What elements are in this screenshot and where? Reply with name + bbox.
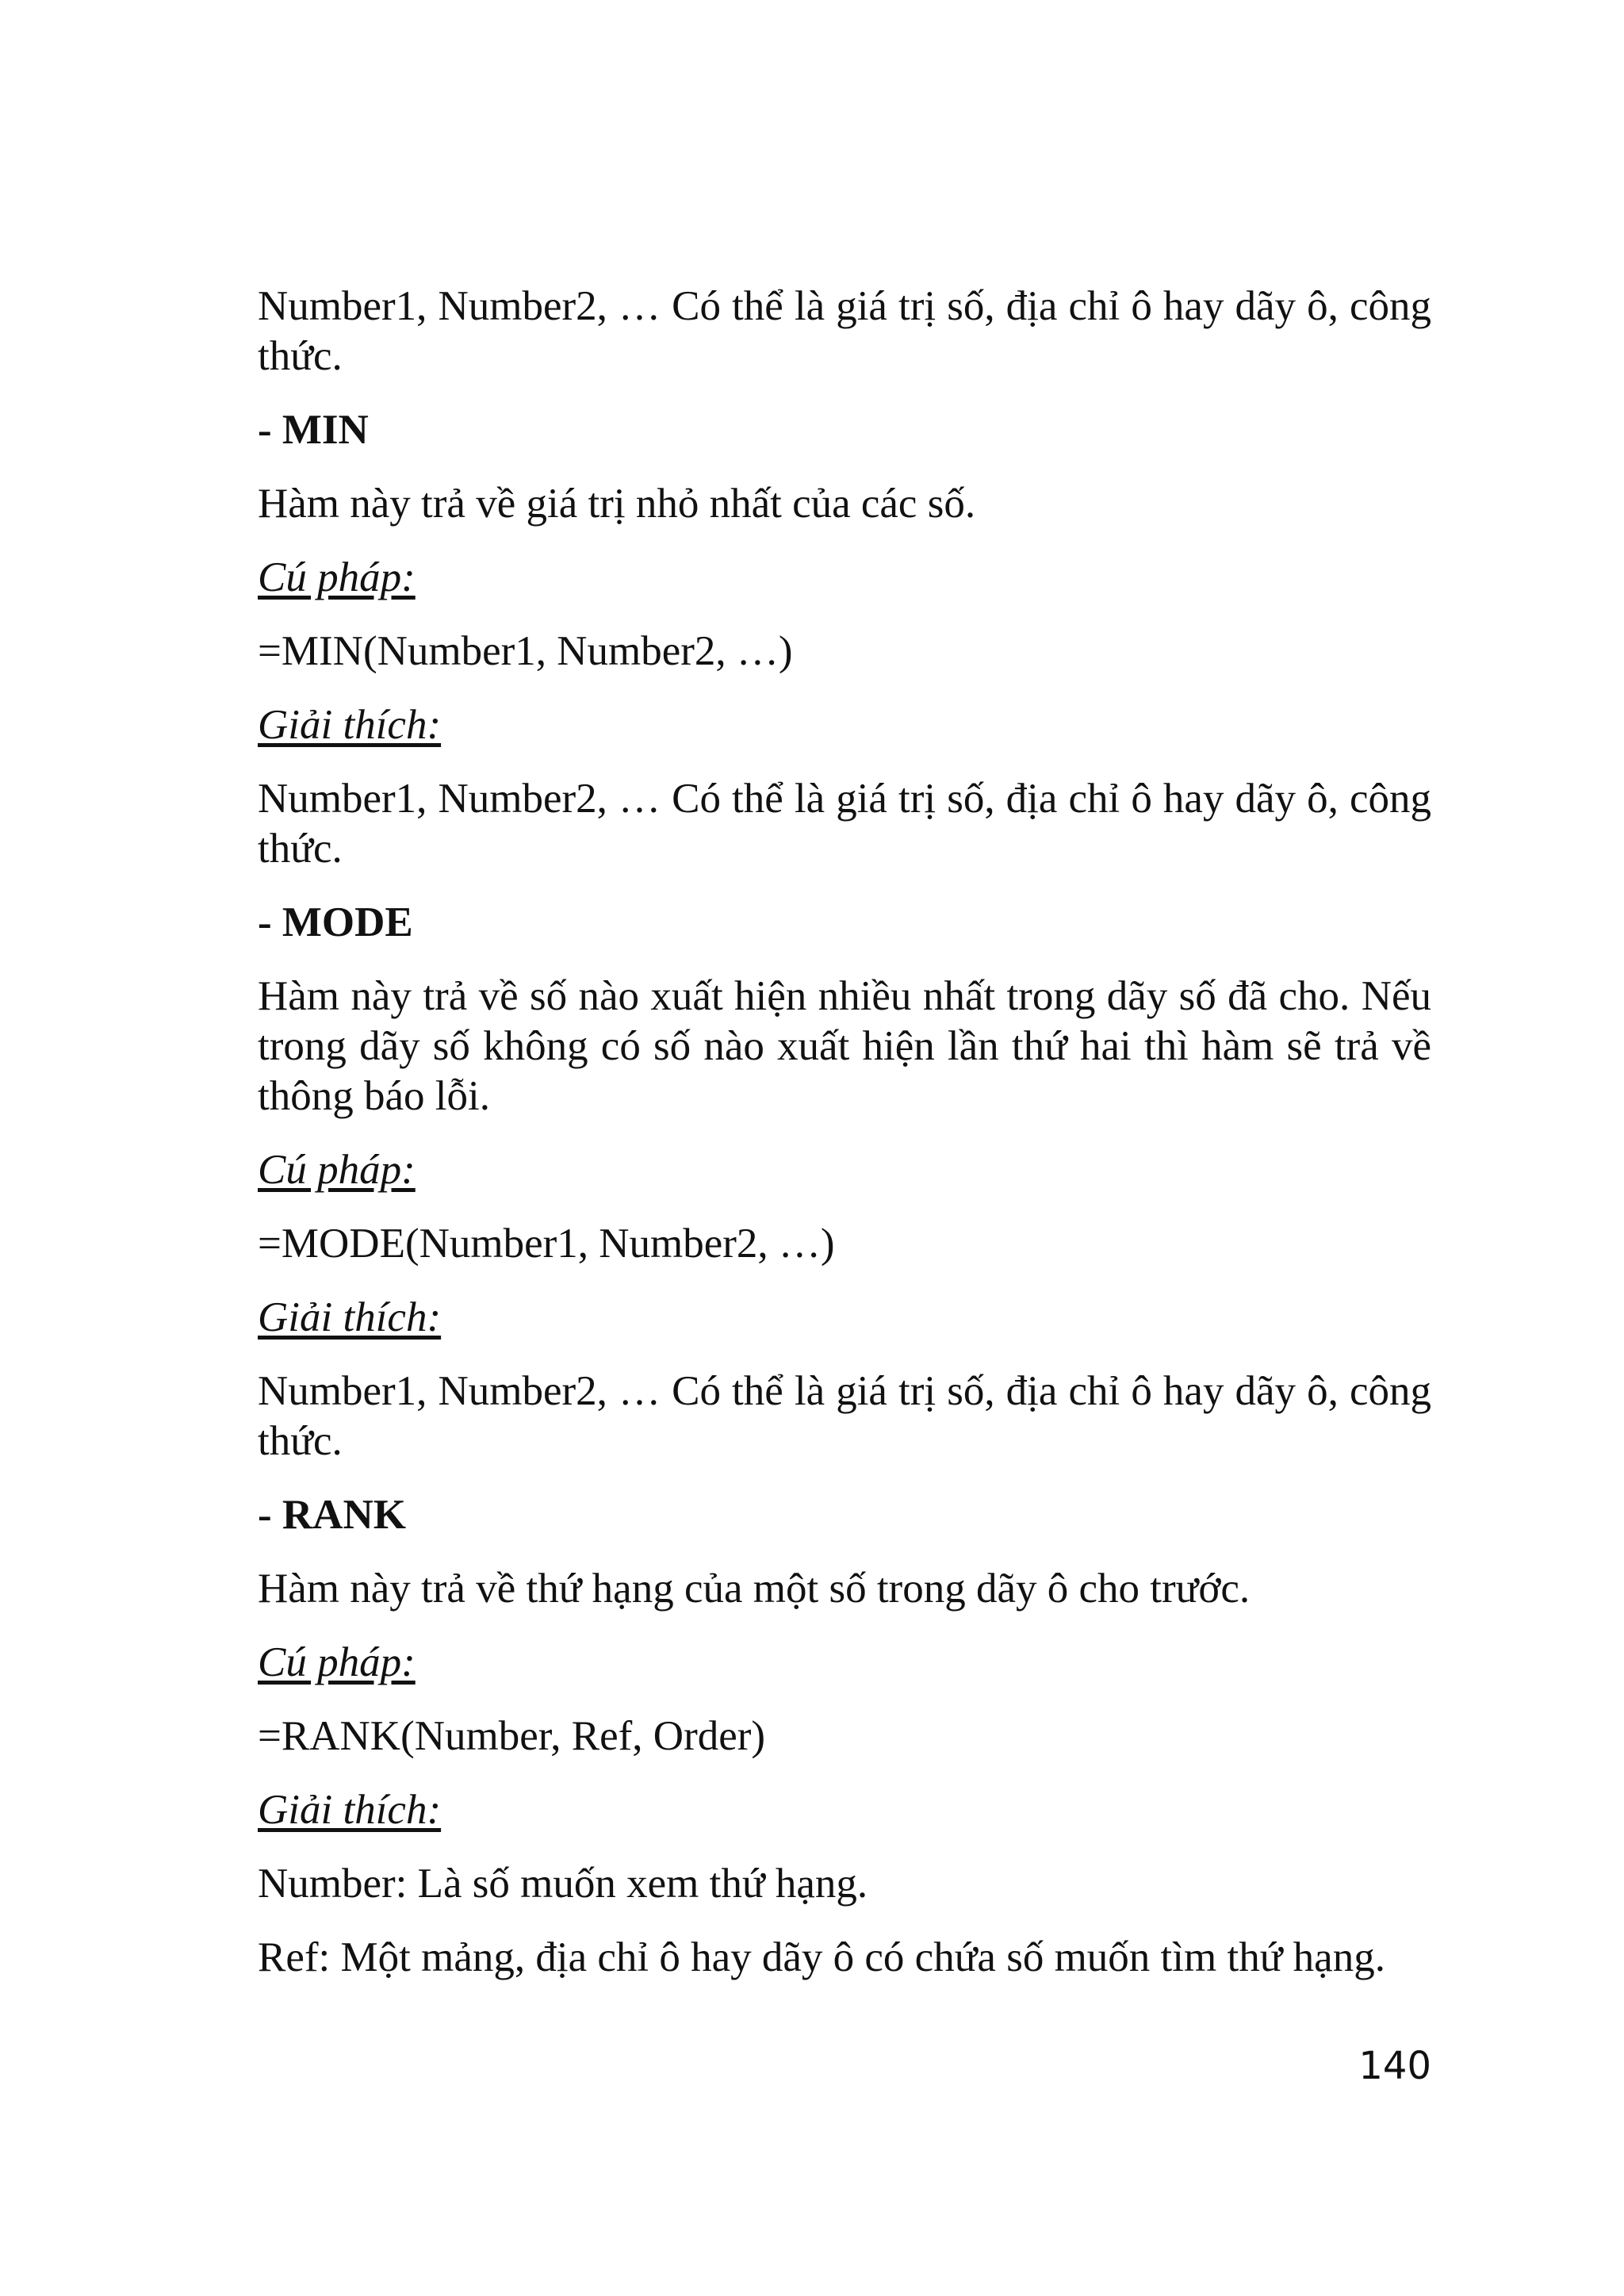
mode-explanation-label: Giải thích:: [258, 1294, 442, 1340]
min-formula: =MIN(Number1, Number2, …): [258, 628, 793, 674]
min-explanation: Number1, Number2, … Có thể là giá trị số, địa chỉ ô hay dãy ô, công thức.: [258, 776, 1431, 872]
rank-formula: =RANK(Number, Ref, Order): [258, 1713, 766, 1759]
rank-number-explanation: Number: Là số muốn xem thứ hạng.: [258, 1861, 868, 1907]
min-explanation-label: Giải thích:: [258, 702, 442, 748]
heading-rank: - RANK: [258, 1492, 406, 1538]
page-body: [258, 282, 1431, 2007]
heading-mode: - MODE: [258, 899, 413, 945]
mode-explanation: Number1, Number2, … Có thể là giá trị số, địa chỉ ô hay dãy ô, công thức.: [258, 1368, 1431, 1464]
mode-formula: =MODE(Number1, Number2, …): [258, 1221, 835, 1267]
min-description: Hàm này trả về giá trị nhỏ nhất của các số.: [258, 481, 976, 527]
mode-description: Hàm này trả về số nào xuất hiện nhiều nhất trong dãy số đã cho. Nếu trong dãy số không có số nào xuất hiện lần thứ hai thì hàm sẽ trả về thông báo lỗi.: [258, 973, 1431, 1119]
mode-syntax-label: Cú pháp:: [258, 1147, 416, 1193]
page-number: 140: [1358, 2044, 1431, 2088]
rank-description: Hàm này trả về thứ hạng của một số trong dãy ô cho trước.: [258, 1566, 1251, 1612]
min-syntax-label: Cú pháp:: [258, 554, 416, 600]
rank-syntax-label: Cú pháp:: [258, 1639, 416, 1685]
heading-min: - MIN: [258, 407, 369, 453]
rank-explanation-label: Giải thích:: [258, 1787, 442, 1833]
rank-ref-explanation: Ref: Một mảng, địa chỉ ô hay dãy ô có chứa số muốn tìm thứ hạng.: [258, 1934, 1385, 1980]
min-intro-explanation: Number1, Number2, … Có thể là giá trị số, địa chỉ ô hay dãy ô, công thức.: [258, 283, 1431, 379]
